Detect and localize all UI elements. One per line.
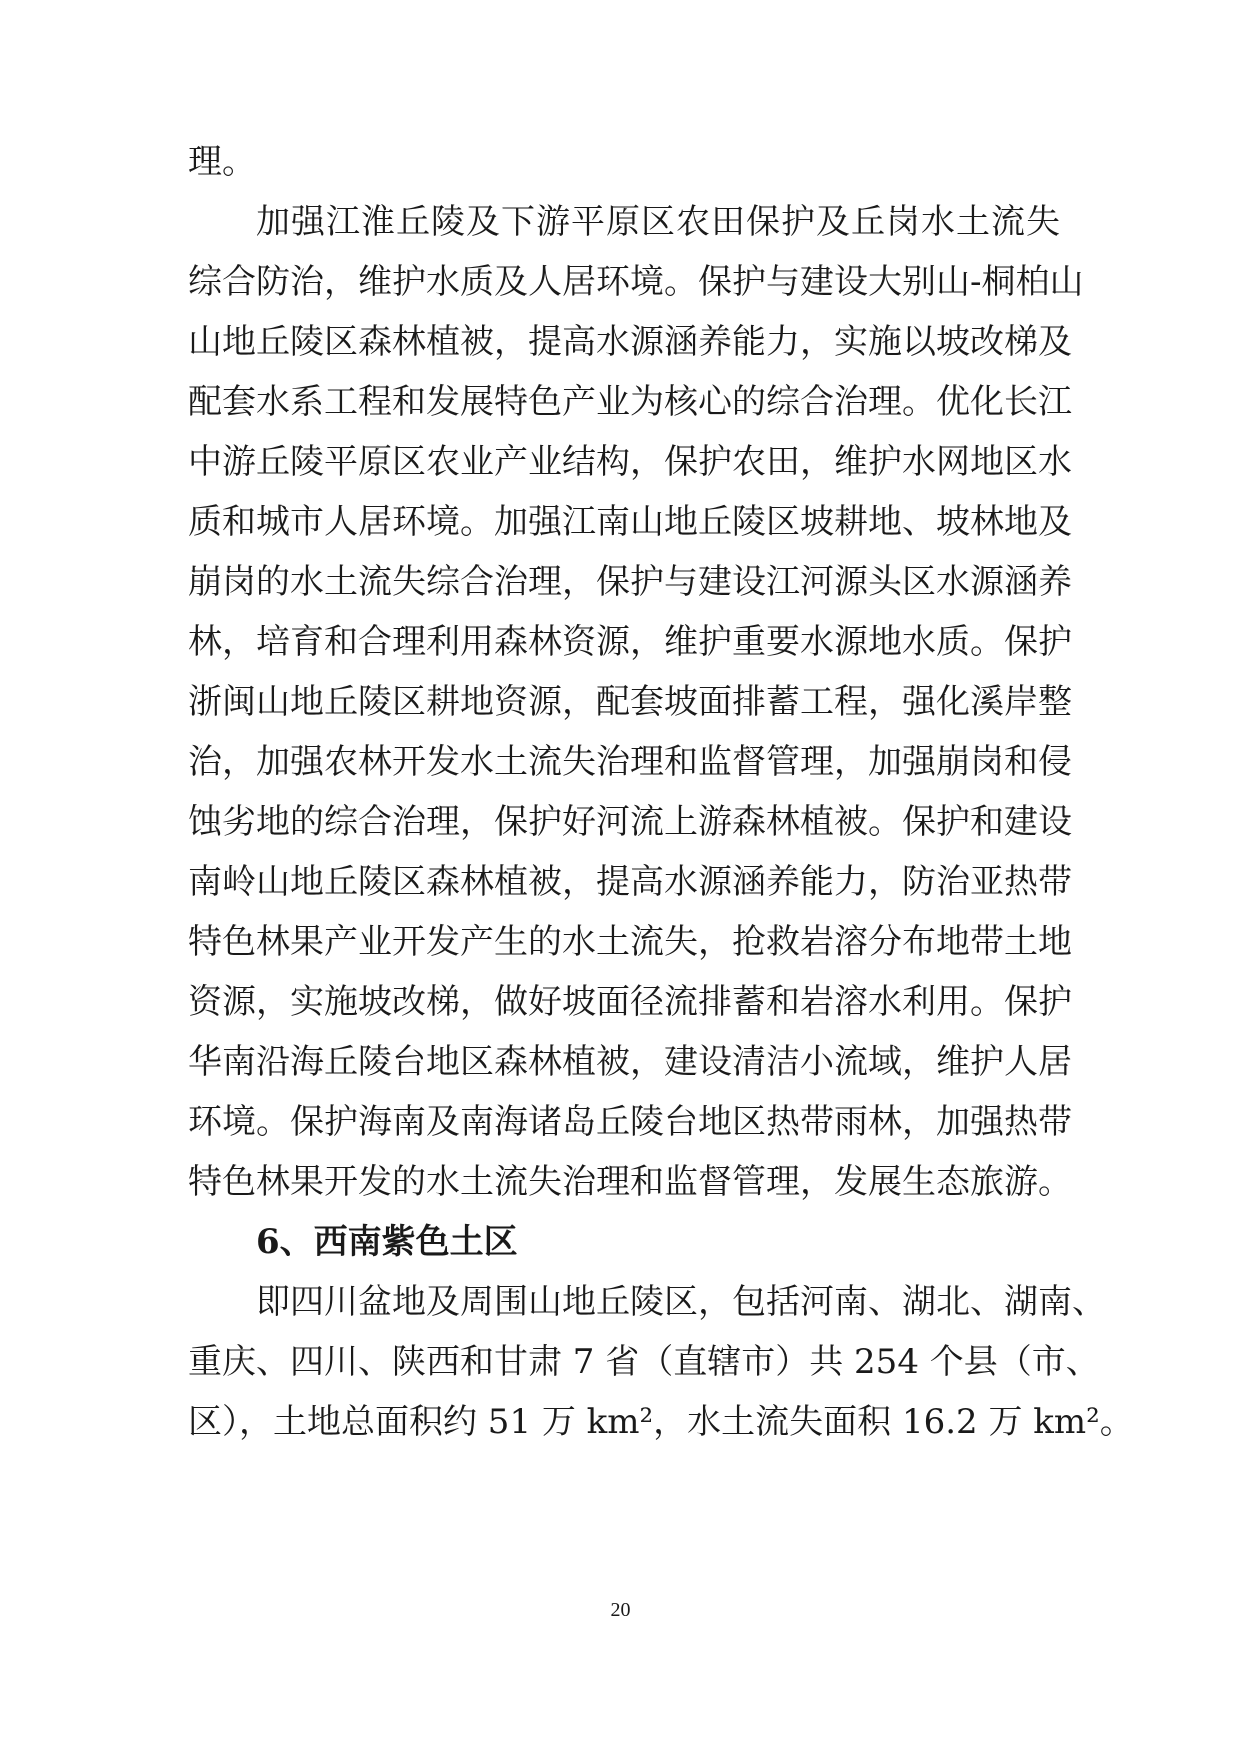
text-line: 蚀劣地的综合治理，保护好河流上游森林植被。保护和建设: [188, 802, 1072, 842]
text-line: 浙闽山地丘陵区耕地资源，配套坡面排蓄工程，强化溪岸整: [188, 682, 1072, 722]
paragraph-first-line: 即四川盆地及周围山地丘陵区，包括河南、湖北、湖南、: [256, 1282, 1106, 1322]
paragraph-first-line: 加强江淮丘陵及下游平原区农田保护及丘岗水土流失: [256, 202, 1060, 242]
text-line: 山地丘陵区森林植被，提高水源涵养能力，实施以坡改梯及: [188, 322, 1072, 362]
text-line: 重庆、四川、陕西和甘肃 7 省（直辖市）共 254 个县（市、: [188, 1342, 1100, 1382]
text-line: 综合防治，维护水质及人居环境。保护与建设大别山-桐柏山: [188, 262, 1084, 302]
text-line: 治，加强农林开发水土流失治理和监督管理，加强崩岗和侵: [188, 742, 1072, 782]
page-number: 20: [610, 1599, 631, 1621]
text-line: 特色林果产业开发产生的水土流失，抢救岩溶分布地带土地: [188, 922, 1072, 962]
text-line: 质和城市人居环境。加强江南山地丘陵区坡耕地、坡林地及: [188, 502, 1072, 542]
text-line: 区），土地总面积约 51 万 km²，水土流失面积 16.2 万 km²。: [188, 1402, 1134, 1442]
text-line: 配套水系工程和发展特色产业为核心的综合治理。优化长江: [188, 382, 1072, 422]
text-line: 特色林果开发的水土流失治理和监督管理，发展生态旅游。: [188, 1162, 1072, 1202]
text-line: 林，培育和合理利用森林资源，维护重要水源地水质。保护: [188, 622, 1072, 662]
text-line: 资源，实施坡改梯，做好坡面径流排蓄和岩溶水利用。保护: [188, 982, 1072, 1022]
text-line: 中游丘陵平原区农业产业结构，保护农田，维护水网地区水: [188, 442, 1072, 482]
section-heading: 6、西南紫色土区: [256, 1222, 518, 1262]
text-line: 环境。保护海南及南海诸岛丘陵台地区热带雨林，加强热带: [188, 1102, 1072, 1142]
text-line: 崩岗的水土流失综合治理，保护与建设江河源头区水源涵养: [188, 562, 1072, 602]
text-line: 南岭山地丘陵区森林植被，提高水源涵养能力，防治亚热带: [188, 862, 1072, 902]
text-line: 理。: [188, 142, 256, 182]
text-line: 华南沿海丘陵台地区森林植被，建设清洁小流域，维护人居: [188, 1042, 1072, 1082]
